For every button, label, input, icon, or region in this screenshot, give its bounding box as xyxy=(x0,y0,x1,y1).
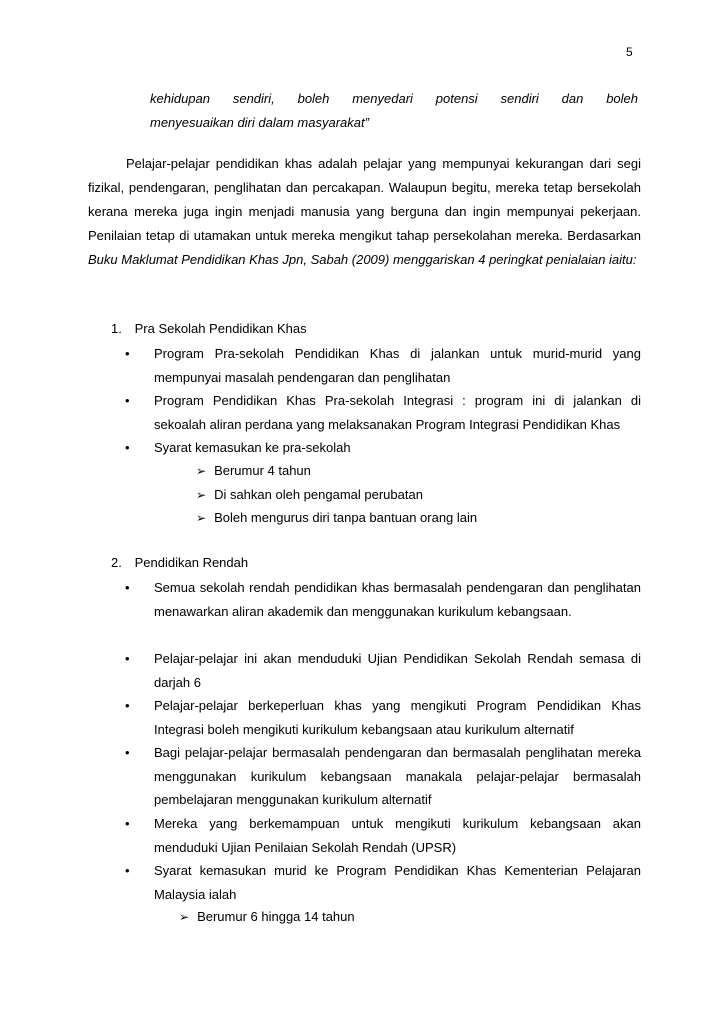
list-item-text: Program Pra-sekolah Pendidikan Khas di jalankan untuk murid-murid yang mempunyai masalah pendengaran dan penglihatan xyxy=(154,346,641,385)
list-item xyxy=(125,741,641,812)
body-paragraph xyxy=(88,152,641,272)
section-title: Pra Sekolah Pendidikan Khas xyxy=(134,321,307,336)
list-item xyxy=(125,342,641,389)
page-number: 5 xyxy=(626,45,633,59)
paragraph-italic-text: Buku Maklumat Pendidikan Khas Jpn, Sabah (2009) menggariskan 4 peringkat penialaian iaitu: xyxy=(88,252,637,267)
arrow-bullet-icon: ➢ xyxy=(196,464,207,478)
sub-list-item xyxy=(196,507,477,529)
list-item xyxy=(125,694,641,741)
list-item-text: Pelajar-pelajar ini akan menduduki Ujian Pendidikan Sekolah Rendah semasa di darjah 6 xyxy=(154,651,641,690)
sub-list-item-text: Di sahkan oleh pengamal perubatan xyxy=(214,487,423,502)
bullet-icon: • xyxy=(125,651,130,666)
bullet-icon: • xyxy=(125,863,130,878)
bullet-icon: • xyxy=(125,440,130,455)
list-item xyxy=(125,576,641,623)
list-item-text: Program Pendidikan Khas Pra-sekolah Integrasi : program ini di jalankan di sekoalah aliran perdana yang melaksanakan Program Integrasi Pendidikan Khas xyxy=(154,393,641,432)
list-item-text: Mereka yang berkemampuan untuk mengikuti kurikulum kebangsaan akan menduduki Ujian Penilaian Sekolah Rendah (UPSR) xyxy=(154,816,641,855)
list-item xyxy=(125,389,641,436)
quote-line-2: menyesuaikan diri dalam masyarakat” xyxy=(150,115,369,130)
list-item-text: Bagi pelajar-pelajar bermasalah pendengaran dan bermasalah penglihatan mereka menggunakan kurikulum kebangsaan manakala pelajar-pelajar bermasalah pembelajaran menggunakan kurikulum alternatif xyxy=(154,745,641,807)
list-item xyxy=(125,647,641,694)
arrow-bullet-icon: ➢ xyxy=(196,511,207,525)
list-item xyxy=(125,436,641,460)
bullet-icon: • xyxy=(125,346,130,361)
bullet-icon: • xyxy=(125,698,130,713)
bullet-icon: • xyxy=(125,580,130,595)
sub-list-item-text: Berumur 6 hingga 14 tahun xyxy=(197,909,355,924)
sub-list-item xyxy=(179,906,355,928)
list-item-text: Syarat kemasukan murid ke Program Pendidikan Khas Kementerian Pelajaran Malaysia ialah xyxy=(154,863,641,902)
arrow-bullet-icon: ➢ xyxy=(179,910,190,924)
list-item-text: Pelajar-pelajar berkeperluan khas yang mengikuti Program Pendidikan Khas Integrasi boleh mengikuti kurikulum kebangsaan atau kurikulum alternatif xyxy=(154,698,641,737)
section-heading-1 xyxy=(111,318,307,340)
section-heading-2 xyxy=(111,552,248,574)
list-item-text: Semua sekolah rendah pendidikan khas bermasalah pendengaran dan penglihatan menawarkan aliran akademik dan menggunakan kurikulum kebangsaan. xyxy=(154,580,641,619)
quote-line-1: kehidupan sendiri, boleh menyedari potensi sendiri dan boleh xyxy=(150,91,638,106)
sub-list-item xyxy=(196,484,423,506)
sub-list-item xyxy=(196,460,311,482)
paragraph-text: Pelajar-pelajar pendidikan khas adalah pelajar yang mempunyai kekurangan dari segi fizikal, pendengaran, penglihatan dan percakapan. Walaupun begitu, mereka tetap bersekolah kerana mereka juga ingin menjadi manusia yang berguna dan ingin mempunyai pekerjaan. Penilaian tetap di utamakan untuk mereka mengikut tahap persekolahan mereka. Berdasarkan xyxy=(88,156,641,243)
bullet-icon: • xyxy=(125,816,130,831)
list-item-text: Syarat kemasukan ke pra-sekolah xyxy=(154,440,351,455)
quote-block xyxy=(150,87,638,135)
section-number: 2. xyxy=(111,555,122,570)
bullet-icon: • xyxy=(125,393,130,408)
section-title: Pendidikan Rendah xyxy=(134,555,249,570)
sub-list-item-text: Boleh mengurus diri tanpa bantuan orang lain xyxy=(214,510,478,525)
list-item xyxy=(125,812,641,859)
arrow-bullet-icon: ➢ xyxy=(196,488,207,502)
section-number: 1. xyxy=(111,321,122,336)
bullet-icon: • xyxy=(125,745,130,760)
sub-list-item-text: Berumur 4 tahun xyxy=(214,463,311,478)
list-item xyxy=(125,859,641,906)
